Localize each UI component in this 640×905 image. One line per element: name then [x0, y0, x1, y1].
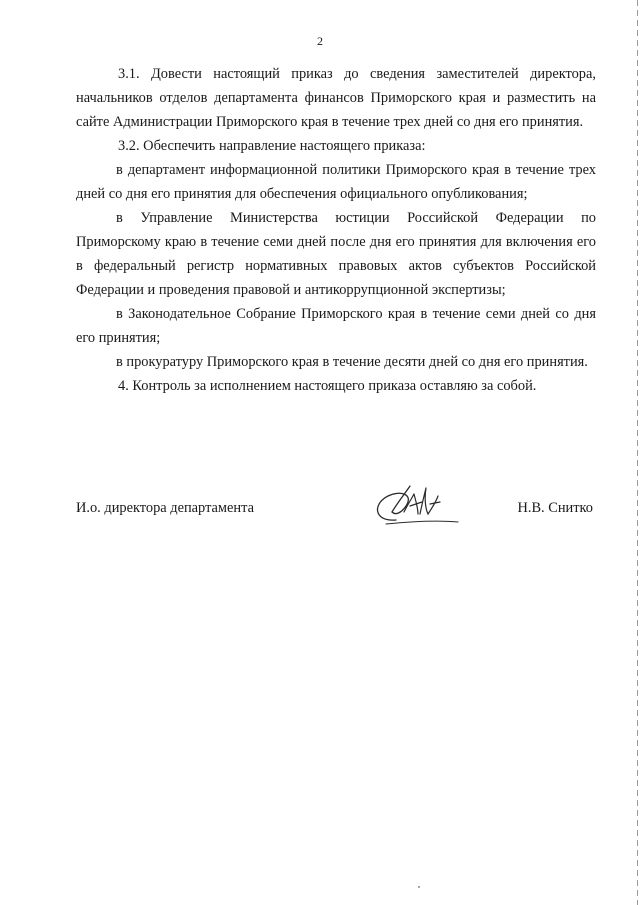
scan-speck [418, 886, 420, 888]
page-edge [637, 0, 638, 905]
paragraph-justice-ministry: в Управление Министерства юстиции Российской Федерации по Приморскому краю в течение семи дней после дня его принятия для включения его в федеральный регистр нормативных правовых актов субъектов Российской Федерации и проведения правовой и антикоррупционной экспертизы; [76, 210, 596, 298]
signature-block [76, 500, 596, 540]
paragraph-legislative-assembly: в Законодательное Собрание Приморского края в течение семи дней со дня его принятия; [76, 306, 596, 346]
document-body [76, 62, 596, 398]
page-number: 2 [317, 34, 323, 48]
signatory-position: И.о. директора департамента [76, 500, 254, 516]
paragraph-3-1: 3.1. Довести настоящий приказ до сведения заместителей директора, начальников отделов департамента финансов Приморского края и разместить на сайте Администрации Приморского края в течение трех дней со дня его принятия. [76, 66, 596, 130]
signatory-name: Н.В. Снитко [517, 500, 593, 516]
paragraph-3-2: 3.2. Обеспечить направление настоящего приказа: [118, 138, 426, 154]
paragraph-info-policy: в департамент информационной политики Приморского края в течение трех дней со дня его принятия для обеспечения официального опубликования; [76, 162, 596, 202]
paragraph-4: 4. Контроль за исполнением настоящего приказа оставляю за собой. [118, 378, 537, 394]
handwritten-signature [366, 482, 466, 532]
paragraph-prosecutor: в прокуратуру Приморского края в течение десяти дней со дня его принятия. [116, 354, 588, 370]
